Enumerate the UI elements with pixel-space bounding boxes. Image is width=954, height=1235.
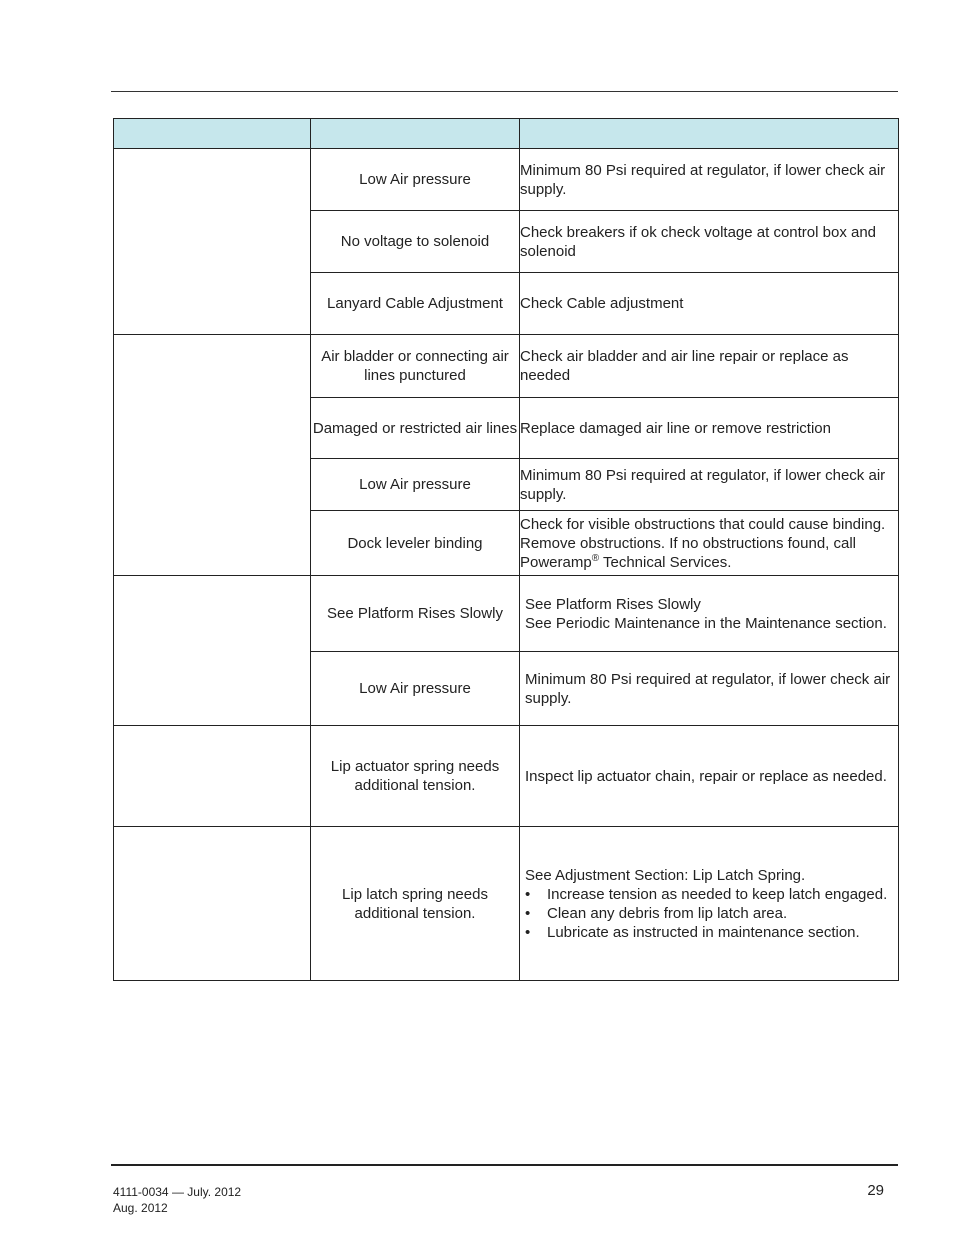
solution-cell: Replace damaged air line or remove restriction [520,398,899,459]
solution-cell: Minimum 80 Psi required at regulator, if lower check air supply. [520,652,899,726]
solution-line: See Platform Rises Slowly [525,595,701,613]
table-row [114,335,899,398]
cause-cell: Damaged or restricted air lines [311,398,520,459]
cause-cell: Lanyard Cable Adjustment [311,273,520,335]
solution-line: See Periodic Maintenance in the Maintenance section. [525,614,887,632]
page-number: 29 [867,1182,884,1199]
table-header-row [114,119,899,149]
cause-cell: Low Air pressure [311,459,520,511]
solution-bullet-list [525,885,898,942]
solution-intro: See Adjustment Section: Lip Latch Spring. [525,866,806,884]
solution-text-end: Technical Services. [599,553,732,571]
solution-cell [520,827,899,981]
solution-cell [520,511,899,576]
header-solution [520,119,899,149]
list-item: • Lubricate as instructed in maintenance section. [525,923,898,942]
cause-cell: Lip actuator spring needs additional tension. [311,726,520,827]
table-row [114,827,899,981]
revision-date: Aug. 2012 [113,1201,168,1215]
footer-doc-info [113,1184,241,1216]
header-problem [114,119,311,149]
doc-number: 4111-0034 — July. 2012 [113,1185,242,1199]
problem-cell [114,576,311,726]
cause-cell: Low Air pressure [311,652,520,726]
solution-cell: Minimum 80 Psi required at regulator, if lower check air supply. [520,149,899,211]
cause-cell: No voltage to solenoid [311,211,520,273]
solution-cell: Check air bladder and air line repair or replace as needed [520,335,899,398]
cause-cell: Dock leveler binding [311,511,520,576]
problem-cell [114,335,311,576]
cause-cell: Low Air pressure [311,149,520,211]
solution-cell: Inspect lip actuator chain, repair or replace as needed. [520,726,899,827]
cause-cell: Air bladder or connecting air lines punctured [311,335,520,398]
table-row [114,149,899,211]
footer-rule [111,1164,898,1166]
cause-cell: See Platform Rises Slowly [311,576,520,652]
solution-cell: Minimum 80 Psi required at regulator, if lower check air supply. [520,459,899,511]
list-item: • Increase tension as needed to keep latch engaged. [525,885,898,904]
cause-cell: Lip latch spring needs additional tension. [311,827,520,981]
problem-cell [114,726,311,827]
table-row [114,726,899,827]
table-row [114,576,899,652]
solution-cell: Check breakers if ok check voltage at control box and solenoid [520,211,899,273]
solution-text: Check for visible obstructions that could cause binding. Remove obstructions. If no obstructions found, call Poweramp [520,515,886,571]
solution-cell [520,576,899,652]
header-rule [111,91,898,92]
problem-cell [114,149,311,335]
list-item: • Clean any debris from lip latch area. [525,904,898,923]
registered-mark: ® [591,552,600,564]
problem-cell [114,827,311,981]
solution-cell: Check Cable adjustment [520,273,899,335]
header-cause [311,119,520,149]
troubleshooting-table [113,118,899,981]
